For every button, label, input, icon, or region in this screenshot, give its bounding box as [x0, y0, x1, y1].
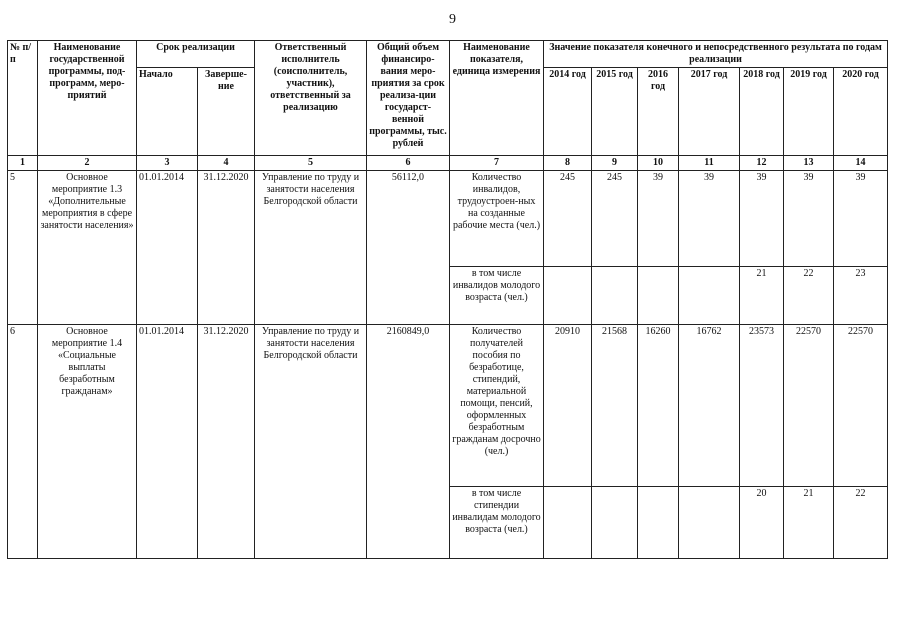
value-cell: 22 [784, 267, 834, 325]
program-table [7, 40, 888, 559]
activity-name: Основное мероприятие 1.3 «Дополнительные мероприятия в сфере занятости населения» [38, 171, 137, 325]
header-indicator: Наименование показателя, единица измерения [450, 41, 544, 156]
header-year: 2015 год [592, 68, 638, 156]
value-cell: 22570 [834, 325, 888, 487]
column-number: 7 [450, 156, 544, 171]
executor: Управление по труду и занятости населения Белгородской области [255, 325, 367, 559]
column-number: 2 [38, 156, 137, 171]
value-cell [592, 267, 638, 325]
page-number: 9 [449, 12, 456, 27]
value-cell: 39 [740, 171, 784, 267]
indicator-name: Количество получателей пособия по безработице, стипендий, материальной помощи, пенсий, оформленных безработным гражданам досрочно (чел.) [450, 325, 544, 487]
header-end: Заверше-ние [198, 68, 255, 156]
indicator-name: в том числе инвалидов молодого возраста (чел.) [450, 267, 544, 325]
value-cell [638, 487, 679, 559]
column-number: 10 [638, 156, 679, 171]
value-cell: 20 [740, 487, 784, 559]
header-year: 2014 год [544, 68, 592, 156]
column-number: 4 [198, 156, 255, 171]
column-number: 8 [544, 156, 592, 171]
header-funding: Общий объем финансиро-вания меро-приятия за срок реализа-ции государст-венной программы, тыс. рублей [367, 41, 450, 156]
value-cell [679, 487, 740, 559]
header-num: № п/п [8, 41, 38, 156]
header-year: 2018 год [740, 68, 784, 156]
column-number-row [8, 156, 888, 171]
column-number: 11 [679, 156, 740, 171]
header-executor: Ответственный исполнитель (соисполнитель, участник), ответственный за реализацию [255, 41, 367, 156]
value-cell: 245 [544, 171, 592, 267]
header-values: Значение показателя конечного и непосредственного результата по годам реализации [544, 41, 888, 68]
column-number: 14 [834, 156, 888, 171]
value-cell [544, 267, 592, 325]
indicator-name: в том числе стипендии инвалидам молодого возраста (чел.) [450, 487, 544, 559]
column-number: 13 [784, 156, 834, 171]
header-term: Срок реализации [137, 41, 255, 68]
value-cell: 39 [679, 171, 740, 267]
indicator-name: Количество инвалидов, трудоустроен-ных на созданные рабочие места (чел.) [450, 171, 544, 267]
value-cell: 21568 [592, 325, 638, 487]
value-cell: 22 [834, 487, 888, 559]
header-row-1 [8, 41, 888, 68]
value-cell: 39 [834, 171, 888, 267]
value-cell: 22570 [784, 325, 834, 487]
value-cell: 16260 [638, 325, 679, 487]
header-year: 2016 год [638, 68, 679, 156]
value-cell [592, 487, 638, 559]
column-number: 1 [8, 156, 38, 171]
header-name: Наименование государственной программы, под-программ, меро-приятий [38, 41, 137, 156]
header-start: Начало [137, 68, 198, 156]
value-cell: 21 [784, 487, 834, 559]
column-number: 3 [137, 156, 198, 171]
column-number: 5 [255, 156, 367, 171]
value-cell: 21 [740, 267, 784, 325]
value-cell: 245 [592, 171, 638, 267]
header-year: 2020 год [834, 68, 888, 156]
column-number: 12 [740, 156, 784, 171]
value-cell: 20910 [544, 325, 592, 487]
executor: Управление по труду и занятости населения Белгородской области [255, 171, 367, 325]
header-year: 2017 год [679, 68, 740, 156]
column-number: 9 [592, 156, 638, 171]
value-cell: 39 [784, 171, 834, 267]
value-cell [544, 487, 592, 559]
header-year: 2019 год [784, 68, 834, 156]
end-date: 31.12.2020 [198, 171, 255, 325]
table-row [8, 325, 888, 487]
activity-name: Основное мероприятие 1.4 «Социальные выплаты безработным гражданам» [38, 325, 137, 559]
value-cell: 39 [638, 171, 679, 267]
value-cell: 23573 [740, 325, 784, 487]
value-cell: 23 [834, 267, 888, 325]
start-date: 01.01.2014 [137, 325, 198, 559]
start-date: 01.01.2014 [137, 171, 198, 325]
end-date: 31.12.2020 [198, 325, 255, 559]
column-number: 6 [367, 156, 450, 171]
row-num: 5 [8, 171, 38, 325]
value-cell [638, 267, 679, 325]
funding: 2160849,0 [367, 325, 450, 559]
funding: 56112,0 [367, 171, 450, 325]
table-row [8, 171, 888, 267]
value-cell: 16762 [679, 325, 740, 487]
value-cell [679, 267, 740, 325]
row-num: 6 [8, 325, 38, 559]
